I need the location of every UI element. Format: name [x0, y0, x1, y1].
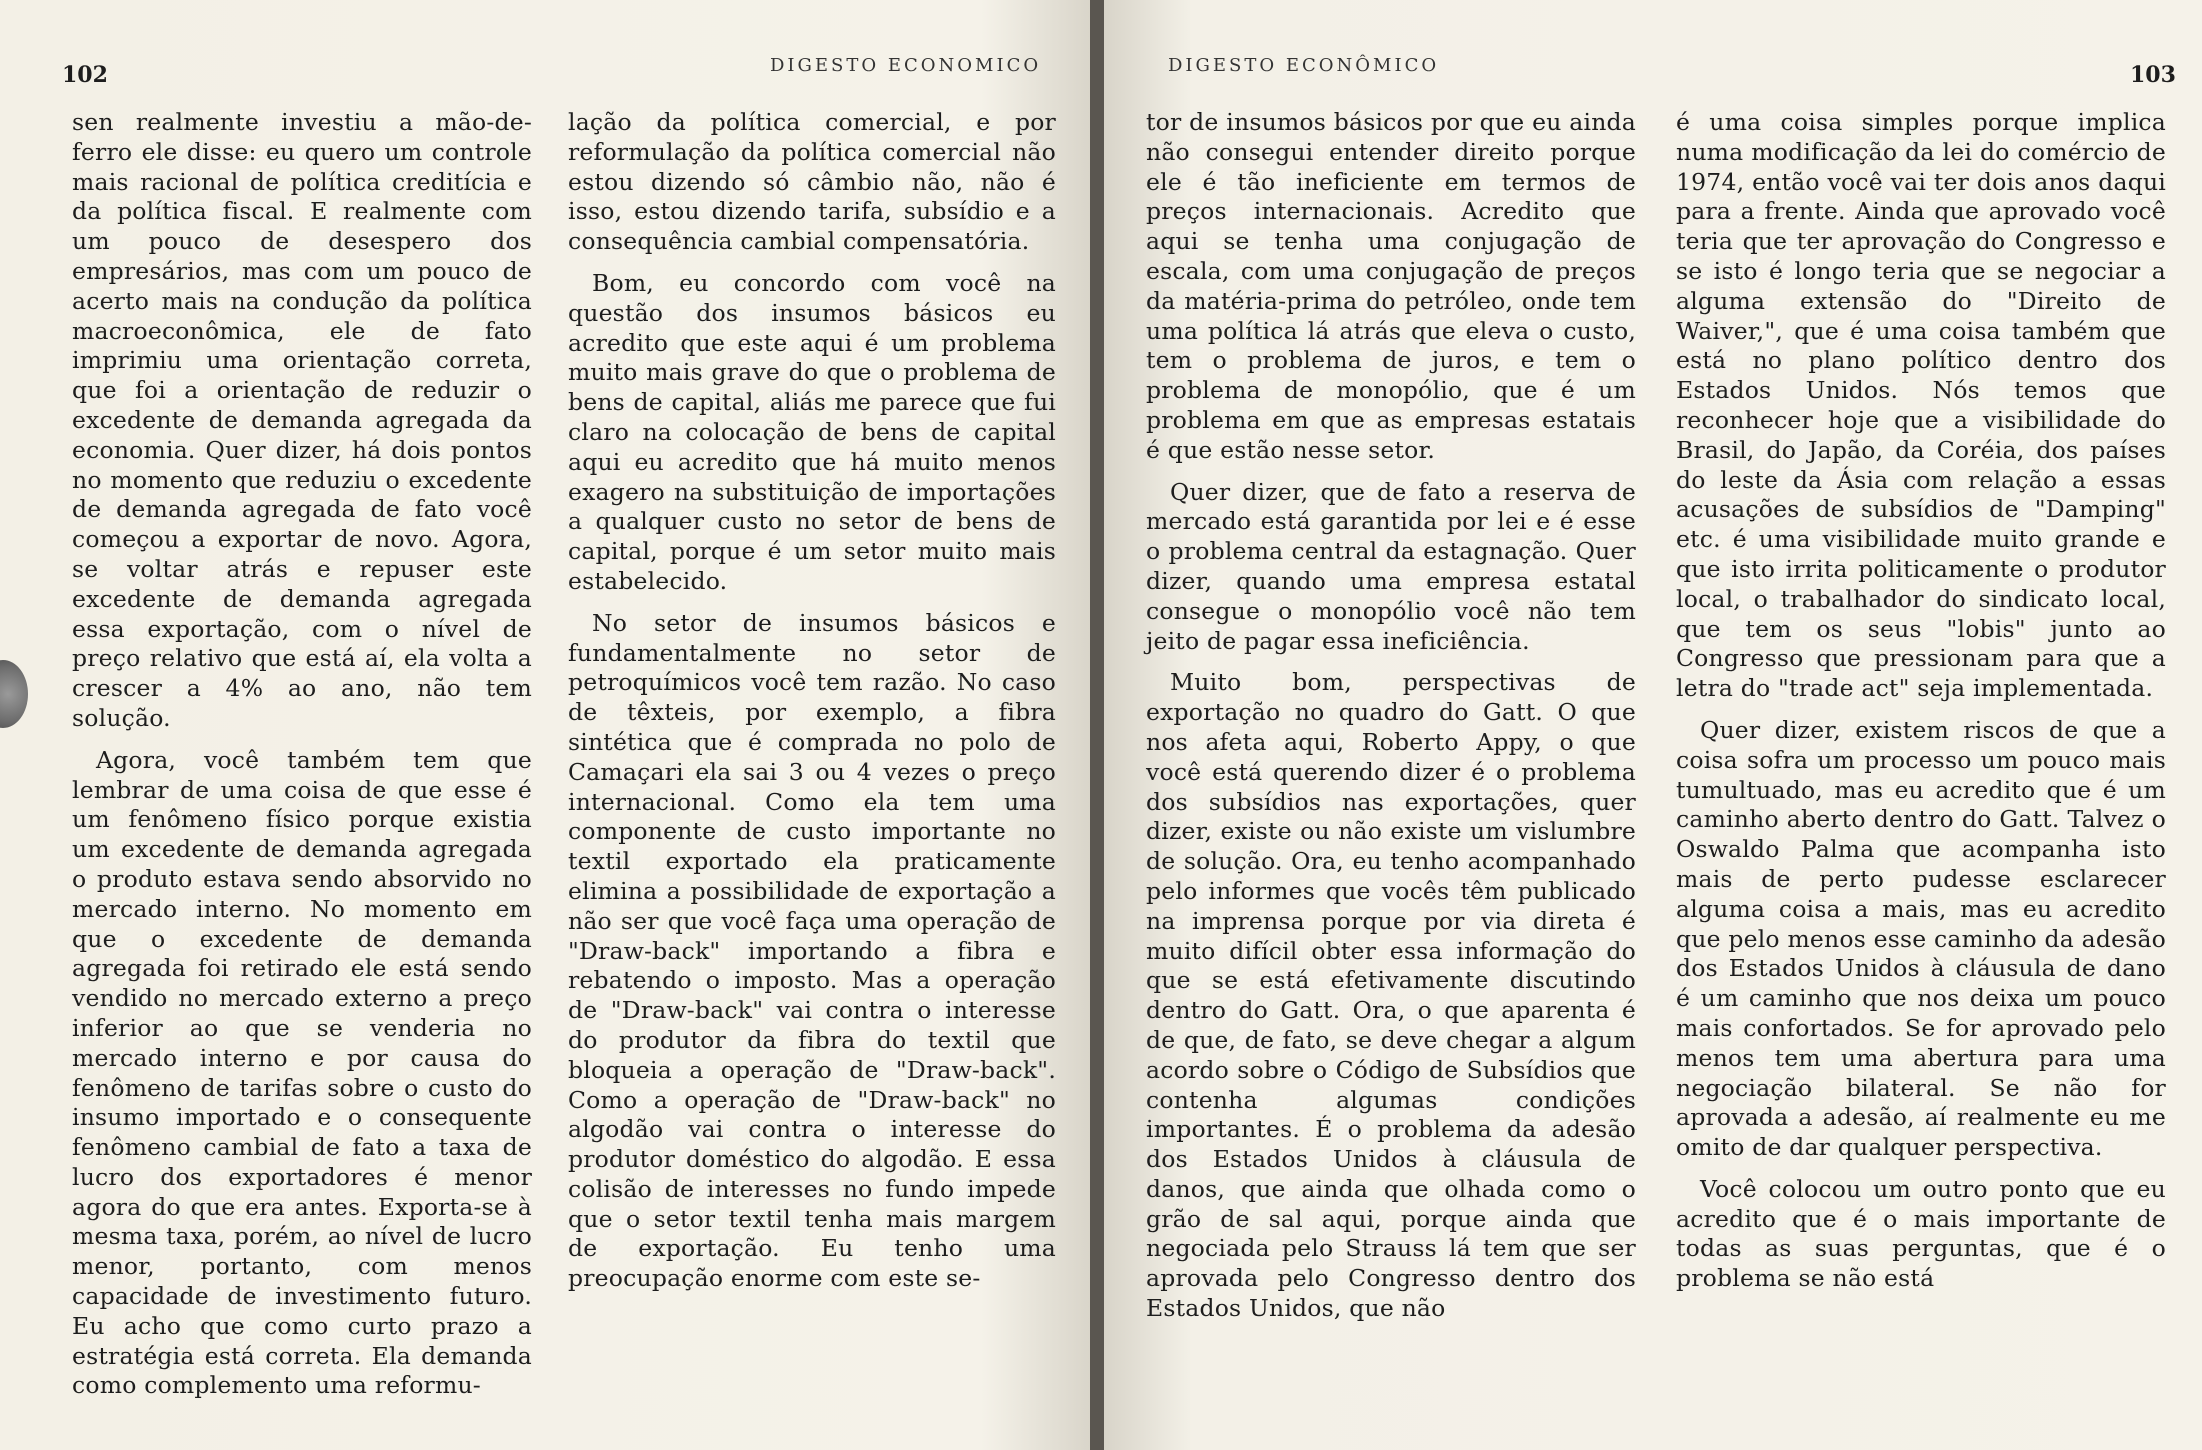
punch-hole [0, 660, 28, 728]
page-number: 102 [62, 62, 108, 88]
right-page [1104, 0, 2202, 1450]
running-head: DIGESTO ECONÔMICO [1168, 55, 1440, 76]
left-page [0, 0, 1090, 1450]
left-column-1 [72, 108, 532, 1413]
right-column-1 [1146, 108, 1636, 1336]
paragraph: Você colocou um outro ponto que eu acredito que é o mais importante de todas as suas perguntas, que é o problema se não está [1676, 1174, 2166, 1293]
page-number: 103 [2130, 62, 2176, 88]
book-gutter [1090, 0, 1104, 1450]
paragraph: lação da política comercial, e por reformulação da política comercial não estou dizendo só câmbio não, não é isso, estou dizendo tarifa, subsídio e a consequência cambial compensatória. [568, 108, 1056, 256]
paragraph: Bom, eu concordo com você na questão dos insumos básicos eu acredito que este aqui é um problema muito mais grave do que o problema de bens de capital, aliás me parece que fui claro na colocação de bens de capital aqui eu acredito que há muito menos exagero na substituição de importações a qualquer custo no setor de bens de capital, porque é um setor muito mais estabelecido. [568, 268, 1056, 595]
paragraph: tor de insumos básicos por que eu ainda não consegui entender direito porque ele é tão ineficiente em termos de preços internacionais. Acredito que aqui se tenha uma conjugação de escala, com uma conjugação de preços da matéria-prima do petróleo, onde tem uma política lá atrás que eleva o custo, tem o problema de juros, e tem o problema de monopólio, que é um problema em que as empresas estatais é que estão nesse setor. [1146, 108, 1636, 464]
paragraph: Quer dizer, que de fato a reserva de mercado está garantida por lei e é esse o problema central da estagnação. Quer dizer, quando uma empresa estatal consegue o monopólio você não tem jeito de pagar essa ineficiência. [1146, 477, 1636, 655]
left-column-2 [568, 108, 1056, 1306]
paragraph: Agora, você também tem que lembrar de uma coisa de que esse é um fenômeno físico porque existia um excedente de demanda agregada o produto estava sendo absorvido no mercado interno. No momento em que o excedente de demanda agregada foi retirado ele está sendo vendido no mercado externo a preço inferior ao que se venderia no mercado interno e por causa do fenômeno de tarifas sobre o custo do insumo importado e o consequente fenômeno cambial de fato a taxa de lucro dos exportadores é menor agora do que era antes. Exporta-se à mesma taxa, porém, ao nível de lucro menor, portanto, com menos capacidade de investimento futuro. Eu acho que como curto prazo a estratégia está correta. Ela demanda como complemento uma reformu- [72, 745, 532, 1400]
running-head: DIGESTO ECONOMICO [770, 55, 1042, 76]
paragraph: Quer dizer, existem riscos de que a coisa sofra um processo um pouco mais tumultuado, mas eu acredito que é um caminho aberto dentro do Gatt. Talvez o Oswaldo Palma que acompanha isto mais de perto pudesse esclarecer alguma coisa a mais, mas eu acredito que pelo menos esse caminho da adesão dos Estados Unidos à cláusula de dano é um caminho que nos deixa um pouco mais confortados. Se for aprovado pelo menos tem uma abertura para uma negociação bilateral. Se não for aprovada a adesão, aí realmente eu me omito de dar qualquer perspectiva. [1676, 715, 2167, 1162]
paragraph: é uma coisa simples porque implica numa modificação da lei do comércio de 1974, então você vai ter dois anos daqui para a frente. Ainda que aprovado você teria que ter aprovação do Congresso e se isto é longo teria que se negociar a alguma extensão do "Direito de Waiver,", que é uma coisa também que está no plano político dentro dos Estados Unidos. Nós temos que reconhecer hoje que a visibilidade do Brasil, do Japão, da Coréia, dos países do leste da Ásia com relação a essas acusações de subsídios de "Damping" etc. é uma visibilidade muito grande e que isto irrita politicamente o produtor local, o trabalhador do sindicato local, que tem os seus "lobis" junto ao Congresso que pressionam para que a letra do "trade act" seja implementada. [1676, 108, 2166, 703]
paragraph: Muito bom, perspectivas de exportação no quadro do Gatt. O que nos afeta aqui, Roberto Appy, o que você está querendo dizer é o problema dos subsídios nas exportações, quer dizer, existe ou não existe um vislumbre de solução. Ora, eu tenho acompanhado pelo informes que vocês têm publicado na imprensa porque por via direta é muito difícil obter essa informação do que se está efetivamente discutindo dentro do Gatt. Ora, o que aparenta é de que, de fato, se deve chegar a algum acordo sobre o Código de Subsídios que contenha algumas condições importantes. É o problema da adesão dos Estados Unidos à cláusula de danos, que ainda que olhada como o grão de sal aqui, porque ainda que negociada pelo Strauss lá tem que ser aprovada pelo Congresso dentro dos Estados Unidos, que não [1146, 668, 1636, 1323]
paragraph: No setor de insumos básicos e fundamentalmente no setor de petroquímicos você tem razão. No caso de têxteis, por exemplo, a fibra sintética que é comprada no polo de Camaçari ela sai 3 ou 4 vezes o preço internacional. Como ela tem uma componente de custo importante no textil exportado ela praticamente elimina a possibilidade de exportação a não ser que você faça uma operação de "Draw-back" importando a fibra e rebatendo o imposto. Mas a operação de "Draw-back" vai contra o interesse do produtor da fibra do textil que bloqueia a operação de "Draw-back". Como a operação de "Draw-back" no algodão vai contra o interesse do produtor doméstico do algodão. E essa colisão de interesses no fundo impede que o setor textil tenha mais margem de exportação. Eu tenho uma preocupação enorme com este se- [568, 608, 1056, 1293]
paragraph: sen realmente investiu a mão-de-ferro ele disse: eu quero um controle mais racional de política creditícia e da política fiscal. E realmente com um pouco de desespero dos empresários, mas com um pouco de acerto mais na condução da política macroeconômica, ele de fato imprimiu uma orientação correta, que foi a orientação de reduzir o excedente de demanda agregada da economia. Quer dizer, há dois pontos no momento que reduziu o excedente de demanda agregada de fato você começou a exportar de novo. Agora, se voltar atrás e repuser este excedente de demanda agregada essa exportação, com o nível de preço relativo que está aí, ela volta a crescer a 4% ao ano, não tem solução. [72, 108, 532, 732]
right-column-2 [1676, 108, 2166, 1306]
